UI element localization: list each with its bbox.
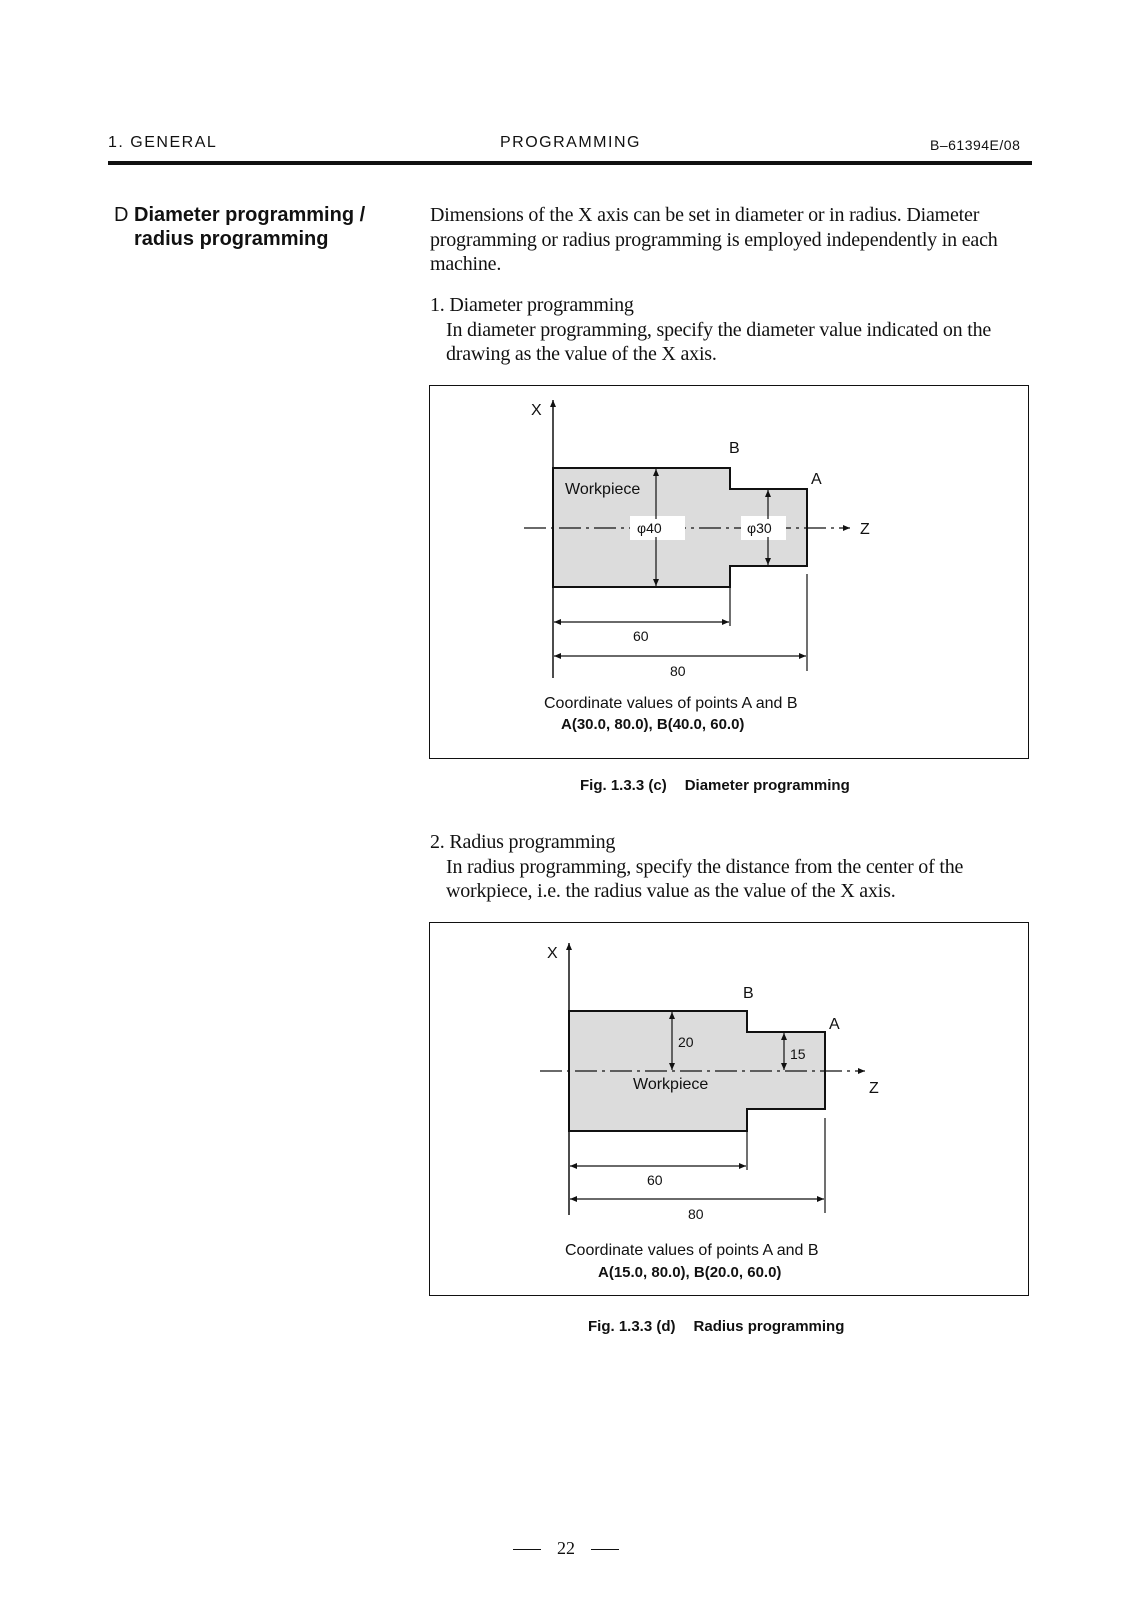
z-axis-label: Z [860, 521, 870, 538]
workpiece-label: Workpiece [633, 1076, 709, 1093]
intro-paragraph [430, 203, 1050, 277]
item-line: drawing as the value of the X axis. [446, 343, 717, 365]
side-heading-line1: Diameter programming / [134, 204, 366, 226]
caption-number: Fig. 1.3.3 (c) [580, 777, 667, 794]
figure-caption-c [580, 777, 868, 794]
len80-label: 80 [688, 1206, 704, 1222]
figure-caption-d [588, 1318, 862, 1335]
side-heading-marker: D [114, 204, 129, 226]
z-axis-label: Z [869, 1080, 879, 1097]
intro-line: Dimensions of the X axis can be set in diameter or in radius. Diameter [430, 204, 980, 226]
caption-title: Diameter programming [684, 777, 850, 794]
point-a-label: A [829, 1016, 840, 1033]
dia40-label: φ40 [637, 520, 662, 536]
dia30-label: φ30 [747, 520, 772, 536]
coordinate-values: A(15.0, 80.0), B(20.0, 60.0) [598, 1264, 782, 1281]
r20-label: 20 [678, 1034, 694, 1050]
workpiece-label: Workpiece [565, 481, 641, 498]
len80-label: 80 [670, 663, 686, 679]
coordinate-values: A(30.0, 80.0), B(40.0, 60.0) [561, 716, 745, 733]
item-title: 2. Radius programming [430, 831, 616, 853]
intro-line: programming or radius programming is employed independently in each [430, 228, 998, 251]
coordinate-title: Coordinate values of points A and B [565, 1242, 819, 1259]
item-line: workpiece, i.e. the radius value as the value of the X axis. [446, 880, 896, 902]
header-title: PROGRAMMING [500, 134, 641, 151]
item-line: In radius programming, specify the distance from the center of the [446, 855, 964, 878]
point-a-label: A [811, 471, 822, 488]
item-line: In diameter programming, specify the diameter value indicated on the [446, 318, 992, 341]
len60-label: 60 [633, 628, 649, 644]
page-number-value: 22 [557, 1538, 575, 1558]
page-number-dash-left [513, 1549, 541, 1550]
side-heading-line2: radius programming [134, 228, 329, 250]
coordinate-title: Coordinate values of points A and B [544, 695, 798, 712]
page-number [0, 1538, 1132, 1559]
diameter-diagram [430, 386, 1030, 760]
header-rule [108, 161, 1032, 165]
figure-radius-programming [429, 922, 1029, 1296]
item-title: 1. Diameter programming [430, 294, 634, 316]
point-b-label: B [729, 440, 740, 457]
header-doc-number: B–61394E/08 [930, 137, 1021, 153]
item-radius-programming [430, 830, 963, 904]
intro-line: machine. [430, 253, 502, 275]
r15-label: 15 [790, 1046, 806, 1062]
item-diameter-programming [430, 293, 991, 367]
x-axis-label: X [547, 945, 558, 962]
figure-diameter-programming [429, 385, 1029, 759]
page-number-dash-right [591, 1549, 619, 1550]
caption-number: Fig. 1.3.3 (d) [588, 1318, 676, 1335]
x-axis-label: X [531, 402, 542, 419]
caption-title: Radius programming [693, 1318, 845, 1335]
len60-label: 60 [647, 1172, 663, 1188]
radius-diagram [430, 923, 1030, 1297]
header-section: 1. GENERAL [108, 134, 218, 151]
point-b-label: B [743, 985, 754, 1002]
